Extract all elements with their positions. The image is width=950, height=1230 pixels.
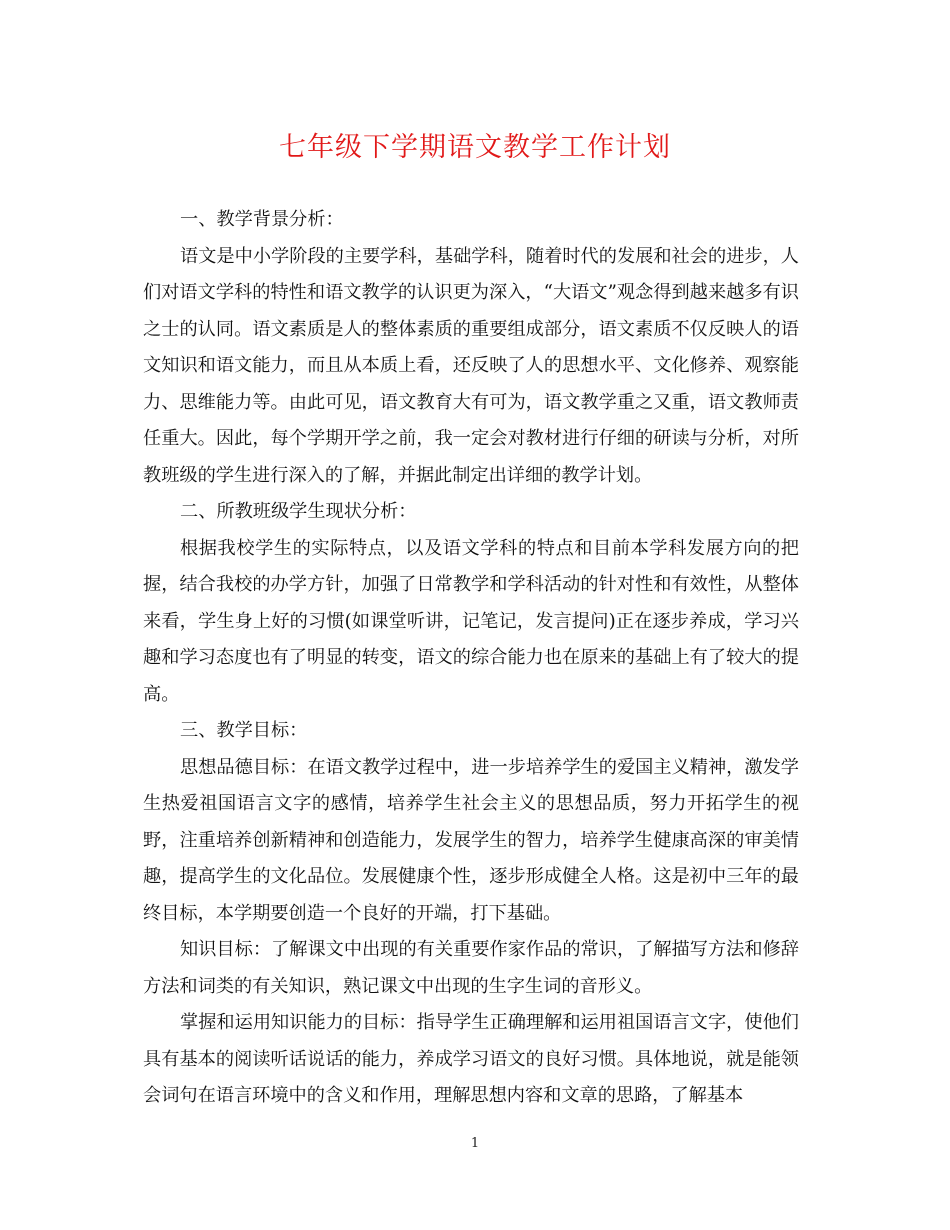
paragraph-moral-goal: 思想品德目标：在语文教学过程中，进一步培养学生的爱国主义精神，激发学生热爱祖国语言文字的感情，培养学生社会主义的思想品质，努力开拓学生的视野，注重培养创新精神和创造能力，发展学生的智力，培养学生健康高深的审美情趣，提高学生的文化品位。发展健康个性，逐步形成健全人格。这是初中三年的最终目标，本学期要创造一个良好的开端，打下基础。 <box>143 756 799 924</box>
paragraph-background: 语文是中小学阶段的主要学科，基础学科，随着时代的发展和社会的进步，人们对语文学科的特性和语文教学的认识更为深入，“大语文”观念得到越来越多有识之士的认同。语文素质是人的整体素质的重要组成部分，语文素质不仅反映人的语文知识和语文能力，而且从本质上看，还反映了人的思想水平、文化修养、观察能力、思维能力等。由此可见，语文教育大有可为，语文教学重之又重，语文教师责任重大。因此，每个学期开学之前，我一定会对教材进行仔细的研读与分析，对所教班级的学生进行深入的了解，并据此制定出详细的教学计划。 <box>143 245 799 486</box>
section-heading-students: 二、所教班级学生现状分析： <box>180 501 417 522</box>
paragraph-ability-goal: 掌握和运用知识能力的目标：指导学生正确理解和运用祖国语言文字，使他们具有基本的阅读听话说话的能力，养成学习语文的良好习惯。具体地说，就是能领会词句在语言环境中的含义和作用，理解思想内容和文章的思路，了解基本 <box>143 1012 799 1106</box>
section-heading-goals: 三、教学目标： <box>180 720 308 741</box>
paragraph-knowledge-goal: 知识目标：了解课文中出现的有关重要作家作品的常识，了解描写方法和修辞方法和词类的有关知识，熟记课文中出现的生字生词的音形义。 <box>143 939 799 997</box>
section-heading-background: 一、教学背景分析： <box>180 209 344 230</box>
paragraph-students: 根据我校学生的实际特点，以及语文学科的特点和目前本学科发展方向的把握，结合我校的办学方针，加强了日常教学和学科活动的针对性和有效性，从整体来看，学生身上好的习惯(如课堂听讲，记笔记，发言提问)正在逐步养成，学习兴趣和学习态度也有了明显的转变，语文的综合能力也在原来的基础上有了较大的提高。 <box>143 537 799 705</box>
page-number: 1 <box>470 1136 480 1151</box>
document-title: 七年级下学期语文教学工作计划 <box>279 132 671 163</box>
document-body <box>143 202 799 1115</box>
